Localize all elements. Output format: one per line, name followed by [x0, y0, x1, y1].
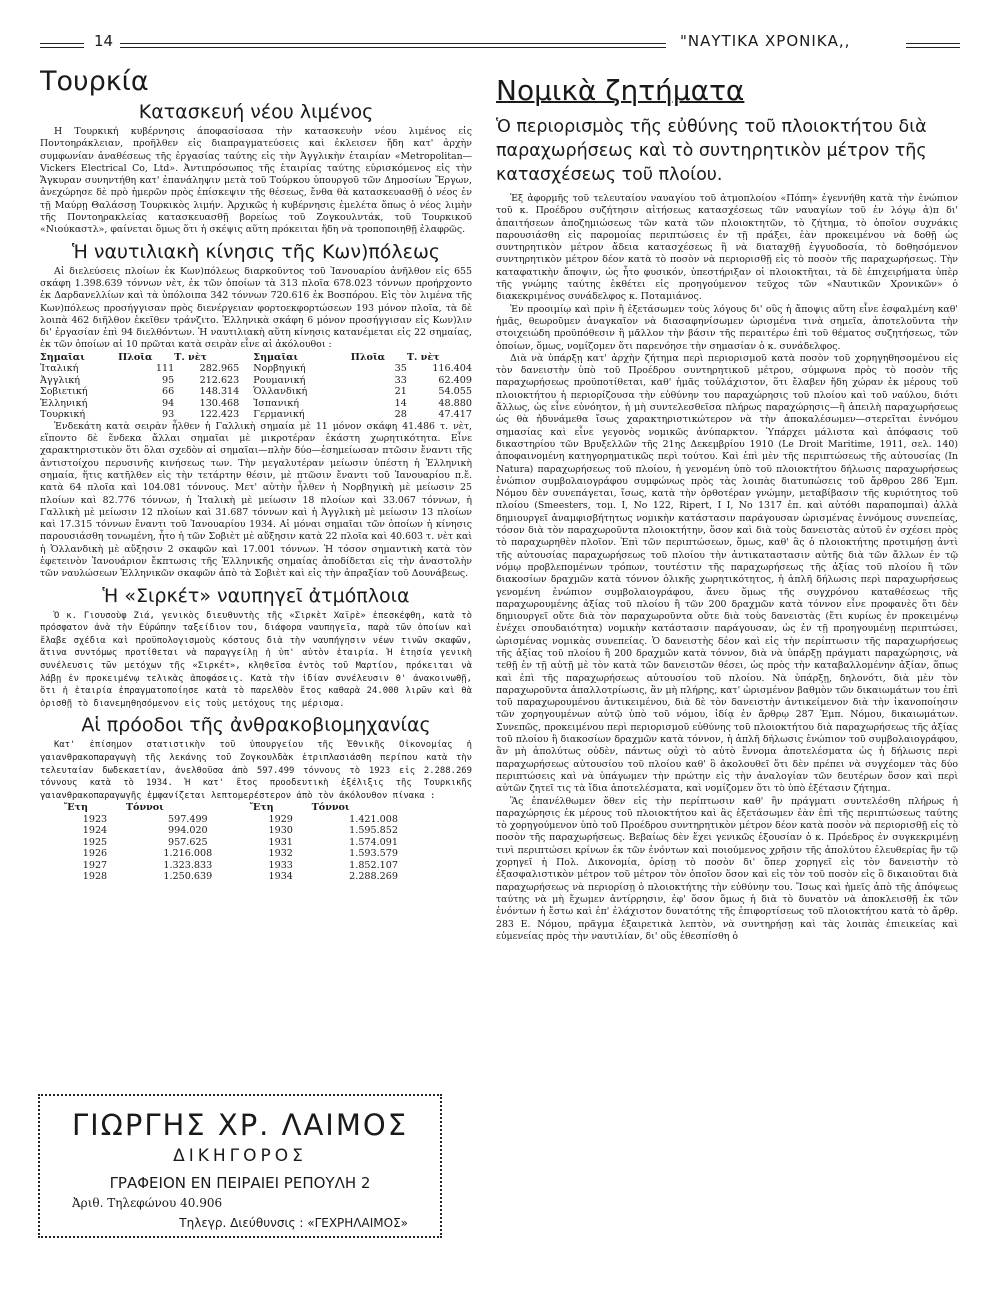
ad-office: ΓΡΑΦΕΙΟΝ ΕΝ ΠΕΙΡΑΙΕΙ ΡΕΠΟΥΛΗ 2: [109, 1174, 371, 1192]
section-title-legal: Νομικὰ ζητήματα: [496, 74, 745, 107]
table-header: Τ. νὲτ: [406, 351, 440, 363]
table-cell: Ἑλληνική: [40, 397, 88, 409]
table-cell: 1.574.091: [349, 836, 398, 848]
article-text-harbor: Η Τουρκική κυβέρνησις άποφασίσασα τὴν κατασκευὴν νέου λιμένος εἰς Ποντοηράκλειαν, προῆλθεν εἰς διαπραγματεύσεις καὶ ἐκλεισεν ἤδη κατ' ἀρχὴν συμφωνίαν ἀναθέσεως τῆς ἐργασίας ταύτης εἰς τὴν Ἀγγλικὴν ἑταιρίαν «Metropolitan—Vickers Electrical Co, Ltd». Ἀντιπρόσωπος τῆς ἑταιρίας ταύτης εὑρισκόμενος εἰς τὴν Ἄγκυραν συνηντήθη κατ' ἐπανάληψιν μετὰ τοῦ Τούρκου ὑπουργοῦ τῶν Δημοσίων Ἔργων, ἀνεχώρησε δὲ πρὸ ἡμερῶν πρὸς ἐπίσκεψιν τῆς θέσεως, ἔνθα θὰ κατασκευασθῇ ὁ νέος ἐν τῇ Μαύρῃ Θαλάσσῃ Τουρκικὸς λιμήν. Ἀρχικῶς ἡ κυβέρνησις ἐμελέτα ὅπως ὁ νέος λιμὴν τῆς Ποντοηρακλείας κατασκευασθῇ βορείως τοῦ Ζογκουλντάκ, τοῦ Τουρκικοῦ «Νιούκαστλ», φαίνεται ὅμως ὅτι ἡ σκέψις αὕτη πρόκειται ἤδη νὰ τροποποιηθῇ ἐλαφρῶς.: [40, 126, 472, 236]
table-cell: Τουρκική: [40, 409, 86, 421]
paragraph: Ἐξ ἀφορμῆς τοῦ τελευταίου ναυαγίου τοῦ ἀτμοπλοίου «Πόπη» ἐγεννήθη κατὰ τὴν ἐνώπιον τοῦ κ. Προέδρου συζήτησιν αἰτήσεως κατασχέσεως τῶν ναυαγίων τοῦ ἐν λόγῳ ἀ)π δι' ἀπαιτήσεων ἀποζημιώσεως τῶν κατὰ τῶν πλοιοκτητῶν, τὸ ζήτημα, τὸ ὁποῖον συχνάκις παρουσιάσθη εἰς παρομοίας περιπτώσεις ἐν τῇ πράξει, ἐὰν προκειμένου νὰ δοθῇ ὡς συντηρητικὸν μέτρον ἄδεια κατασχέσεως ἢ νὰ διαταχθῇ ἐγγυοδοσία, τὸ δοθησόμενον συντηρητικὸν μέτρον δέον κατὰ τὸ ποσὸν νὰ περιορισθῇ εἰς τὸ ποσὸν τῆς παραχωρήσεως. Τὴν καταφατικὴν ἄποψιν, ὡς ἦτο φυσικόν, ὑπεστήριξαν οἱ πλοιοκτῆται, τὰ δὲ ἐπιχειρήματα ὑπὲρ τῆς γνώμης ταύτης ἐκθέτει εἰς προηγούμενον τεῦχος τῶν «Ναυτικῶν Χρονικῶν» ὁ διακεκριμένος συνάδελφος κ. Ποταμιάνος.: [496, 193, 958, 303]
table-cell: 1932: [268, 848, 293, 860]
article-title-harbor: Κατασκευή νέου λιμένος: [138, 101, 374, 123]
table-cell: 957.625: [167, 836, 208, 848]
table-row: [40, 386, 472, 398]
table-row: [40, 363, 472, 375]
header-rule-middle: [120, 43, 666, 48]
table-cell: 1933: [268, 859, 293, 871]
right-column: [496, 66, 958, 1246]
table-cell: 130.468: [199, 397, 240, 409]
table-cell: 1930: [268, 825, 293, 837]
table-cell: 21: [394, 386, 407, 398]
table-header: Πλοῖα: [350, 351, 385, 363]
table-cell: 597.499: [167, 813, 208, 825]
table-cell: 1928: [82, 871, 108, 883]
table-cell: 1931: [268, 836, 293, 848]
table-cell: 1923: [82, 813, 108, 825]
table-cell: 93: [162, 409, 175, 421]
table-cell: Νορβηγική: [253, 363, 306, 375]
article-text-sirket: Ὁ κ. Γιουσοὺφ Ζιά, γενικὸς διευθυντὴς τῆς «Σιρκὲτ Χαϊρὲ» ἐπεσκέφθη, κατὰ τὸ πρόσφατον ἀνὰ τὴν Εὐρώπην ταξείδιον του, διάφορα ναυπηγεῖα, παρὰ τῶν ὁποίων καὶ ἔλαβε σχέδια καὶ προϋπολογισμοὺς κόστους διὰ τὴν ναυπήγησιν νέων τινῶν σκαφῶν, ἅτινα συντόμως προτίθεται νὰ παραγγείλῃ ἡ ὑπ' αὐτὸν ἑταιρία. Ἡ ἐτησία γενικὴ συνέλευσις τῶν μετόχων τῆς «Σιρκέτ», κληθεῖσα ἐντὸς τοῦ Μαρτίου, πρόκειται νὰ λάβῃ ἐν προκειμένῳ τελικὰς ἀποφάσεις. Κατὰ τὴν ἰδίαν συνέλευσιν θ' ἀνακοινωθῇ, ὅτι ἡ ἑταιρία ἐπραγματοποίησε κατὰ τὸ παρελθὸν ἔτος καθαρὰ 24.000 λιρῶν καὶ θὰ ὁρισθῇ τὸ διανεμηθησόμενον εἰς τοὺς μετόχους της μέρισμα.: [40, 610, 472, 709]
flags-table-header: [40, 352, 472, 364]
table-cell: 1.216.008: [163, 848, 213, 860]
table-cell: 1927: [82, 859, 108, 871]
table-cell: 35: [394, 363, 407, 375]
table-header: Ἔτη: [64, 802, 88, 814]
section-title-turkey: Τουρκία: [40, 66, 149, 97]
table-row: [64, 837, 436, 849]
table-header: Πλοῖα: [118, 351, 153, 363]
table-cell: 1924: [82, 825, 108, 837]
article-text-traffic: Αἱ διελεύσεις πλοίων ἐκ Κων)πόλεως διαρκοῦντος τοῦ Ἰανουαρίου ἀνῆλθον εἰς 655 σκάφη 1.398.639 τόννων νὲτ, ἐκ τῶν ὁποίων τὰ 313 πλοῖα 678.023 τόννων προήρχοντο ἐκ Δαρδανελλίων καὶ τὰ ὑπόλοιπα 342 τόννων 720.616 ἐκ Βοσπόρου. Εἰς τὸν λιμένα τῆς Κων)πόλεως προσήγγισαν πρὸς διενέργειαν φορτοεκφορτώσεων 193 μόνον πλοῖα, τὰ δὲ λοιπὰ 462 διῆλθον ἐκεῖθεν τράνζιτο. Ἑλληνικὰ σκάφη 6 μόνον προσήγγισαν εἰς Κων)λιν δι' ἐργασίαν ἐπὶ 94 διελθόντων. Ἡ ναυτιλιακὴ αὕτη κίνησις κατανέμεται εἰς 22 σημαίας, ἐκ τῶν ὁποίων αἱ 10 πρῶται κατὰ σειρὰν εἶνε αἱ ἀκόλουθοι :: [40, 265, 472, 351]
table-cell: 1929: [268, 813, 293, 825]
table-cell: 1.595.852: [349, 825, 398, 837]
table-header: Σημαῖαι: [253, 351, 299, 363]
table-cell: 111: [155, 363, 175, 375]
table-cell: Ρουμανική: [253, 374, 306, 386]
paragraph: Διὰ νὰ ὑπάρξῃ κατ' ἀρχὴν ζήτημα περὶ περιορισμοῦ κατὰ ποσὸν τοῦ χορηγηθησομένου εἰς τὸν δανειστὴν ὑπὸ τοῦ Προέδρου συντηρητικοῦ μέτρου, σύμφωνα πρὸς τὸ ποσὸν τῆς παραχωρήσεως προϋποτίθεται, καθ' ἡμᾶς τοὐλάχιστον, ὅτι ἔλαβεν ἤδη χώραν ἐκ μέρους τοῦ πλοιοκτήτου ἡ περιορίζουσα τὴν εὐθύνην του παραχώρησις τοῦ πλοίου καὶ τοῦ ναύλου, διότι ἄλλως, ὡς εἶνε εὐνόητον, ἡ μὴ συντελεσθεῖσα πλήρως παραχώρησις—ἢ ἀπειλὴ παραχωρήσεως ὡς θὰ ἠδυνάμεθα ἴσως χαρακτηριστικώτερον νὰ τὴν ἀποκαλέσωμεν—στερεῖται ἐννόμου σημασίας καὶ εἶνε γεγονὸς νομικῶς ἀνύπαρκτον. Ὑπάρχει μάλιστα καὶ ἀπόφασις τοῦ δικαστηρίου τῶν Βρυξελλῶν τῆς 21ης Δεκεμβρίου 1910 (Le Droit Maritime, 1911, σελ. 140) ἀποφαινομένη κατηγορηματικῶς περὶ τούτου. Καὶ ἐπὶ μὲν τῆς περιπτώσεως τῆς αὐτουσίας (In Natura) παραχωρήσεως τοῦ πλοίου, ἡ γενομένη ὑπὸ τοῦ πλοιοκτήτου δήλωσις παραχωρήσεως ἐνώπιον συμβολαιογράφου συμφώνως πρὸς τὰς λοιπὰς διατυπώσεις τοῦ ἄρθρου 286 Ἐμπ. Νόμου δὲν συνεπάγεται, ἴσως, κατὰ τὴν ὀρθοτέραν γνώμην, μεταβίβασιν τῆς κυριότητος τοῦ πλοίου (Smeesters, τομ. I, No 122, Ripert, I I, No 1317 ἐπ. καὶ αὐτόθι παραπομπαὶ) ἀλλὰ δημιουργεῖ ἀναμφισβήτητως νομικὴν κατάστασιν παράγουσαν ὡρισμένας ἐννόμους συνεπείας, τόσον διὰ τὸν παραχωροῦντα πλοιοκτήτην, ὅσον καὶ διὰ τοὺς δανειστὰς αὐτοῦ ἐν σχέσει πρὸς τὸ παραχωρηθὲν πλοῖον. Ἐπὶ τῶν περιπτώσεων, ὅμως, καθ' ἃς ὁ πλοιοκτήτης προτιμήσῃ ἀντὶ τῆς αὐτουσίας παραχωρήσεως τοῦ πλοίου τὴν ἀντικαταστασιν αὐτῆς διὰ τῶν ἄλλων ἐν τῷ νόμῳ προβλεπομένων τρόπων, τουτέστιν τῆς παραχωρήσεως τῆς ἀξίας τοῦ πλοίου ἢ τῶν διακοσίων δραχμῶν κατὰ τόννον ὁλικῆς χωρητικότητος, ἡ ἁπλῆ δήλωσις περὶ παραχωρήσεως γενομένη ἐνώπιον συμβολαιογράφου, ἄνευ ὅμως τῆς συγχρόνου καταθέσεως τῆς παραχωρουμένης ἀξίας τοῦ πλοίου ἢ τῶν 200 δραχμῶν κατὰ τόννον εἶνε προφανὲς ὅτι δὲν δημιουργεῖ οὔτε διὰ τὸν παραχωροῦντα οὔτε διὰ τοὺς δανειστὰς (ἔτι κυρίως ἐν προκειμένῳ ἐνέχει σπουδαιότητα) νομικὴν κατάστασιν παράγουσαν, ὡς ἐν τῇ προηγουμένῃ περιπτώσει, ὡρισμένας νομικὰς συνεπείας. Ὁ δανειστὴς δέον καὶ εἰς τὴν περίπτωσιν τῆς παραχωρήσεως τῆς ἀξίας τοῦ πλοίου ἢ 200 δραχμῶν κατὰ τόννον, διὰ νὰ ὑπάρξῃ πράγματι παραχώρησις, νὰ τεθῇ ἐν τῇ αὐτῇ μὲ τὸν κατὰ τῶν δανειστῶν θέσει, ὡς πρὸς τὴν καταβαλλομένην ἀξίαν, ὅπως καὶ ἐπὶ τῆς παραχωρήσεως αὐτουσίου τοῦ πλοίου. Νὰ ὑπάρξῃ, δηλονότι, διὰ μὲν τὸν παραχωροῦντα ἀπαλλοτρίωσις, ἂν μὴ πλήρης, κατ' ὡρισμένον βαθμὸν τῶν δικαιωμάτων του ἐπὶ τοῦ παραχωρουμένου ἀντικειμένου, διὰ δὲ τὸν δανειστὴν ἀντικείμενον διὰ τὴν ἱκανοποίησιν τῶν χορηγουμένων αὐτῷ ὑπὸ τοῦ νόμου, ἰδίᾳ ἐν ἄρθρῳ 287 Ἐμπ. Νόμου, δικαιωμάτων. Συνεπῶς, προκειμένου περὶ περιορισμοῦ εὐθύνης τοῦ πλοιοκτήτου διὰ παραχωρήσεως τῆς ἀξίας τοῦ πλοίου ἢ διακοσίων δραχμῶν κατὰ τόννον, ἡ ἁπλῆ δήλωσις ἐνώπιον τοῦ συμβολαιογράφου, ἂν μὴ ἀπολύτως οὐδὲν, πάντως οὐχὶ τὸ αὐτὸ ἔννομα ἀποτελέσματα ὡς ἡ δήλωσις περὶ παραχωρήσεως αὐτουσίου τοῦ πλοίου καθ' ὃ ἀκολουθεῖ ὅτι δὲν πρέπει νὰ συγχέομεν τὰς δύο περιπτώσεις καὶ νὰ ὑπάγωμεν τὴν πρώτην εἰς τὴν ἀναλογίαν τῶν δευτέρων ὅσον καὶ περὶ αὐτῶν ζητεῖ τις τὰ ἴδια ἀποτελέσματα, καὶ νομίζομεν ὅτι τὸ ὑπὸ ἐξέτασιν ζήτημα.: [496, 352, 958, 795]
table-cell: Γερμανική: [253, 409, 305, 421]
article-text-coal: Κατ' ἐπίσημον στατιστικὴν τοῦ ὑπουργείου τῆς Ἐθνικῆς Οἰκονομίας ἡ γαιανθρακοπαραγωγὴ τῆς λεκάνης τοῦ Ζογκουλδὰκ ἐτριπλασιάσθη περίπου κατὰ τὴν τελευταίαν δωδεκαετίαν, ἀνελθοῦσα ἀπὸ 597.499 τόννους τὸ 1923 εἰς 2.288.269 τόννους κατὰ τὸ 1934. Ἡ κατ' ἔτος προοδευτικὴ ἐξέλιξις τῆς Τουρκικῆς γαιανθρακοπαραγωγῆς ἐμφανίζεται λεπτομερέστερον ἀπὸ τὸν ἀκόλουθον πίνακα :: [40, 740, 472, 801]
table-row: [64, 848, 436, 860]
table-cell: 1926: [82, 848, 108, 860]
table-cell: 28: [394, 409, 407, 421]
table-cell: Ἰσπανική: [253, 397, 299, 409]
table-cell: 47.417: [438, 409, 472, 421]
paragraph: Ἂς ἐπανέλθωμεν ὅθεν εἰς τὴν περίπτωσιν καθ' ἣν πράγματι συντελέσθη πλήρως ἡ παραχώρησις ἐκ μέρους τοῦ πλοιοκτήτου καὶ ἂς ἐξετάσωμεν ἐὰν ἐπὶ τῆς περιπτώσεως ταύτης τὸ χορηγούμενον ὑπὸ τοῦ Προέδρου συντηρητικὸν μέτρον δέον κατὰ ποσὸν νὰ περιορισθῇ εἰς τὸ ποσὸν τῆς παραχωρήσεως. Βεβαίως δὲν ἔχει γενικῶς ἐξουσίαν ὁ κ. Πρόεδρος ἐν συγκεκριμένῃ τινὶ περιπτώσει κρίνων ἐκ τῶν ἐνόντων καὶ ποιούμενος χρῆσιν τῆς ἀπολύτου ἐλευθερίας ἣν τῷ χορηγεῖ ἡ Πολ. Δικονομία, ὁρίσῃ τὸ ποσὸν δι' ὅπερ χορηγεῖ εἰς τὸν δανειστὴν τὸ ἐξασφαλιστικὸν μέτρον τοῦ μέτρον τὸν ὁποῖον ὅσον καὶ εἰς τὸν τοῦ ποσὸν εἰς ὃ δικαιοῦται διὰ παραχωρήσεως νὰ περιορίσῃ ὁ πλοιοκτήτης τὴν εὐθύνην του. Ἴσως καὶ ἡμεῖς ἀπὸ τῆς ἀπόψεως ταύτης νὰ μὴ ἔχωμεν ἀντίρρησιν, ἐφ' ὅσον ὅμως ἡ διὰ τὸ δυνατὸν νὰ ἀποκλεισθῇ ἐκ τῶν ἐνόντων ἡ ἔστω καὶ ἐπ' ἐλάχιστον δυνατότης τῆς ἐπιφορτίσεως τοῦ πλοιοκτήτου κατὰ τὸ ἄρθρ. 283 Ε. Νόμου, πρᾶγμα ἐξαιρετικὰ λεπτὸν, νὰ συντηρήσῃ καὶ τὰς λοιπὰς ἐπιεικείας καὶ εὐμενείας πρὸς τὴν ναυτιλίαν, δι' οὓς ἐθεσπίσθη ὁ: [496, 795, 958, 942]
table-cell: 116.404: [432, 363, 472, 375]
flags-table: [40, 352, 472, 421]
table-header: Ἔτη: [249, 802, 274, 814]
table-cell: 1934: [268, 871, 293, 883]
table-cell: Ἰταλική: [40, 363, 79, 375]
header-rule-right: [906, 43, 960, 48]
table-header: Τ. νὲτ: [174, 351, 207, 363]
table-cell: 1.421.008: [349, 813, 398, 825]
paragraph: Ἐν προοιμίῳ καὶ πρὶν ἢ ἐξετάσωμεν τοὺς λόγους δι' οὓς ἡ ἄποψις αὕτη εἶνε ἐσφαλμένη καθ' ἡμᾶς, θεωροῦμεν ἀναγκαῖον νὰ διασαφηνίσωμεν ὡρισμένα τινὰ σημεῖα, ἀποτελοῦντα τὴν στοιχειώδη προϋπόθεσιν ἢ μᾶλλον τὴν βάσιν τῆς περαιτέρω ἐπὶ τοῦ θέματος συζητήσεως, τῶν ὁποίων, ὅμως, νομίζομεν ὅτι παρενόησε τὴν σημασίαν ὁ κ. συνάδελφος.: [496, 303, 958, 352]
table-cell: Ἀγγλική: [40, 374, 80, 386]
table-cell: 66: [162, 386, 175, 398]
page-number: 14: [94, 32, 114, 50]
ad-phone: Ἀριθ. Τηλεφώνου 40.906: [72, 1196, 223, 1210]
table-cell: 62.409: [438, 374, 472, 386]
table-row: [40, 398, 472, 410]
table-header: Σημαῖαι: [40, 351, 85, 363]
table-cell: Σοβιετική: [40, 386, 88, 398]
table-row: [64, 825, 436, 837]
page-header: [40, 32, 960, 56]
article-title-coal: Αἱ πρόοδοι τῆς ἀνθρακοβιομηχανίας: [81, 714, 431, 737]
coal-table-header: [64, 802, 436, 814]
table-cell: Ὁλλανδική: [253, 386, 308, 398]
coal-table: [64, 802, 436, 883]
ad-telegram: Τηλεγρ. Διεύθυνσις : «ΓΕΧΡΗΛΑΙΜΟΣ»: [179, 1216, 408, 1230]
article-title-traffic: Ἡ ναυτιλιακὴ κίνησις τῆς Κων)πόλεως: [71, 240, 441, 263]
article-text-traffic-continued: Ἑνδεκάτη κατὰ σειρὰν ἦλθεν ἡ Γαλλικὴ σημαία μὲ 11 μόνον σκάφη 41.486 τ. νὲτ, εἵποντο δὲ ἕνδεκα ἄλλαι σημαῖαι μὲ μικροτέραν ἑκάστη χωρητικότητα. Εἶνε χαρακτηριστικὸν ὅτι ὅλαι σχεδὸν αἱ σημαῖαι—πλὴν δύο—ἐσημείωσαν πτῶσιν ἔναντι τῆς ἀντιστοίχου περυσινῆς κινήσεως των. Τὴν μεγαλυτέραν μείωσιν ὑπέστη ἡ Ἑλληνικὴ σημαία, ἥτις κατῆλθεν εἰς τὴν τετάρτην θέσιν, μὲ πτῶσιν ἔναντι τοῦ Ἰανουαρίου π.ἔ. κατὰ 64 πλοῖα καὶ 104.081 τόννους. Μετ' αὐτὴν ἦλθεν ἡ Νορβηγικὴ μὲ μείωσιν 25 πλοίων καὶ 82.776 τόννων, ἡ Ἰταλικὴ μὲ μείωσιν 18 πλοίων καὶ 33.067 τόννων, ἡ Γαλλικὴ μὲ μείωσιν 12 πλοίων καὶ 31.687 τόννων καὶ ἡ Ἀγγλικὴ μὲ μείωσιν 13 πλοίων καὶ 17.315 τόννων ἔναντι τοῦ Ἰανουαρίου 1934. Αἱ μόναι σημαῖαι τῶν ὁποίων ἡ κίνησις παρουσιάσθη τονωμένη, ἦτο ἡ τῶν Σοβιὲτ μὲ αὔξησιν κατὰ 22 πλοῖα καὶ 40.603 τ. νὲτ καὶ ἡ Ὁλλανδικὴ μὲ αὔξησιν 2 σκαφῶν καὶ 17.001 τόννων. Ἡ τόσον σημαντικὴ κατὰ τὸν ἐφετεινὸν Ἰανουάριον ἔκπτωσις τῆς Ἑλληνικῆς σημαίας ἀποδίδεται εἰς τὴν ἀναστολὴν τῶν ναυλώσεων Ἑλληνικῶν σκαφῶν ἀπὸ τὰ Σοβιὲτ καὶ εἰς τὴν ἀπραξίαν τοῦ Δουνάβεως.: [40, 420, 472, 580]
lawyer-advertisement: [38, 1094, 442, 1238]
ad-name: ΓΙΩΡΓΗΣ ΧΡ. ΛΑΙΜΟΣ: [71, 1108, 409, 1142]
table-cell: 148.314: [199, 386, 240, 398]
left-column: [40, 66, 472, 1090]
table-cell: 1.323.833: [163, 859, 213, 871]
table-row: [64, 871, 436, 883]
table-cell: 1.250.639: [163, 871, 213, 883]
table-cell: 994.020: [167, 825, 208, 837]
table-cell: 1.852.107: [349, 859, 398, 871]
table-cell: 212.623: [199, 374, 240, 386]
table-row: [40, 375, 472, 387]
table-cell: 33: [394, 374, 407, 386]
table-cell: 1925: [82, 836, 108, 848]
table-header: Τόννοι: [125, 802, 164, 814]
table-row: [64, 860, 436, 872]
table-cell: 1.593.579: [349, 848, 398, 860]
publication-title: "ΝΑΥΤΙΚΑ ΧΡΟΝΙΚΑ,,: [680, 32, 851, 50]
table-row: [64, 814, 436, 826]
ad-profession: ΔΙΚΗΓΟΡΟΣ: [173, 1146, 307, 1166]
table-cell: 94: [162, 397, 175, 409]
article-lead: Ὁ περιορισμὸς τῆς εὐθύνης τοῦ πλοιοκτήτου διὰ παραχωρήσεως καὶ τὸ συντηρητικὸν μέτρον τῆς κατασχέσεως τοῦ πλοίου.: [496, 117, 927, 185]
table-cell: 48.880: [438, 397, 472, 409]
table-cell: 2.288.269: [349, 871, 398, 883]
table-cell: 122.423: [199, 409, 240, 421]
article-title-sirket: Ἡ «Σιρκέτ» ναυπηγεῖ ἀτμόπλοια: [102, 584, 410, 607]
table-cell: 95: [162, 374, 175, 386]
table-cell: 14: [394, 397, 407, 409]
table-header: Τόννοι: [311, 802, 350, 814]
table-cell: 54.055: [438, 386, 472, 398]
header-rule-left: [40, 43, 84, 48]
table-cell: 282.965: [199, 363, 240, 375]
table-row: [40, 409, 472, 421]
